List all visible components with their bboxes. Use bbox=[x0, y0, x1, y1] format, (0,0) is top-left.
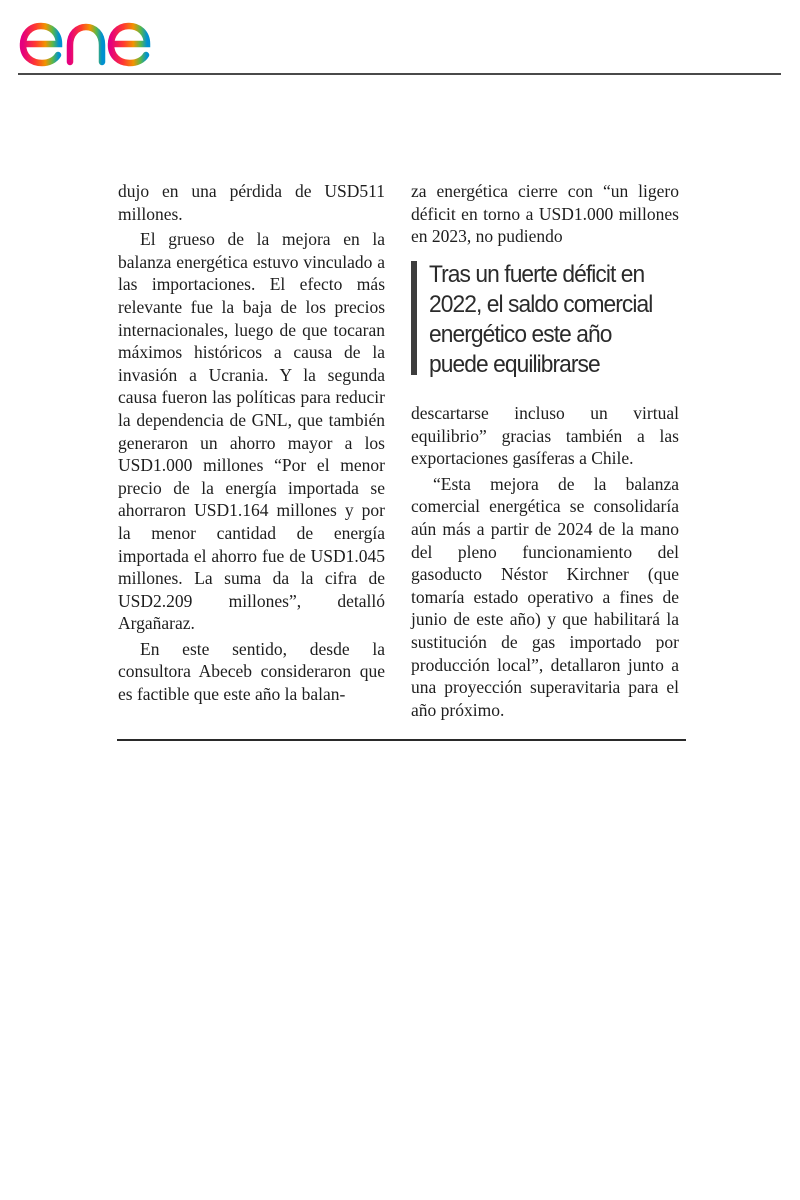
paragraph: En este sentido, desde la consultora Abeceb consideraron que es factible que este año la balan- bbox=[118, 638, 385, 705]
pull-quote-bar bbox=[411, 261, 417, 375]
article-bottom-rule bbox=[117, 739, 686, 741]
header-rule bbox=[18, 73, 781, 75]
enel-logo bbox=[18, 4, 180, 68]
article-right-column-top bbox=[411, 180, 679, 248]
paragraph: za energética cierre con “un ligero déficit en torno a USD1.000 millones en 2023, no pudiendo bbox=[411, 181, 679, 247]
article-right-column-bottom bbox=[411, 402, 679, 721]
paragraph: “Esta mejora de la balanza comercial energética se consolidaría aún más a partir de 2024 de la mano del pleno funcionamiento del gasoducto Néstor Kirchner (que tomaría estado operativo a fines de junio de este año) y que habilitará la sustitución de gas importado por producción local”, detallaron junto a una proyección superavitaria para el año próximo. bbox=[411, 473, 679, 720]
pull-quote-text: Tras un fuerte déficit en 2022, el saldo comercial energético este año puede equilibrarse bbox=[429, 261, 653, 378]
article-left-column bbox=[118, 180, 385, 706]
paragraph: dujo en una pérdida de USD511 millones. bbox=[118, 181, 385, 224]
paragraph: descartarse incluso un virtual equilibrio” gracias también a las exportaciones gasíferas a Chile. bbox=[411, 403, 679, 469]
paragraph: El grueso de la mejora en la balanza energética estuvo vinculado a las importaciones. El efecto más relevante fue la baja de los precios internacionales, luego de que tocaran máximos históricos a causa de la invasión a Ucrania. Y la segunda causa fueron las políticas para reducir la dependencia de GNL, que también generaron un ahorro mayor a los USD1.000 millones “Por el menor precio de la energía importada se ahorraron USD1.164 millones y por la menor cantidad de energía importada el ahorro fue de USD1.045 millones. La suma da la cifra de USD2.209 millones”, detalló Argañaraz. bbox=[118, 229, 385, 634]
